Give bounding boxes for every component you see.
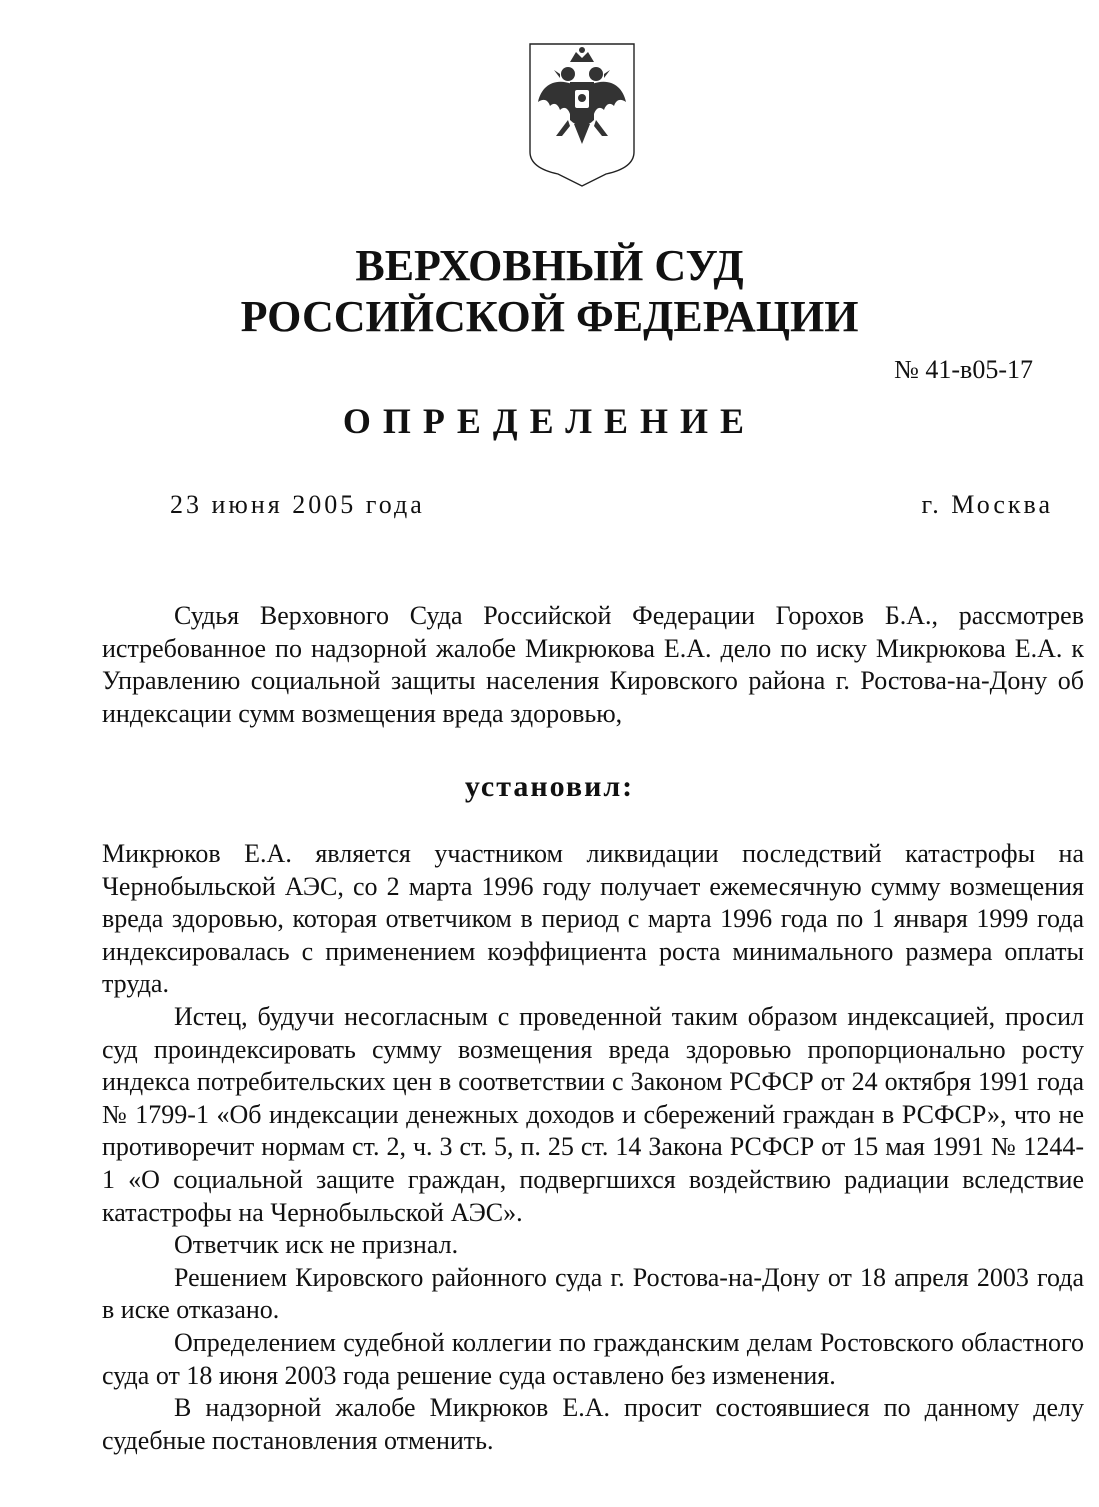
section-heading: установил: [464,770,635,803]
document-date: 23 июня 2005 года [170,490,425,519]
body-paragraph-5: Определением судебной коллегии по гражданским делам Ростовского областного суда от 18 июня 2003 года решение суда оставлено без изменения. [102,1327,1084,1390]
intro-paragraph-block [102,600,1084,730]
document-body [102,838,1084,1457]
case-number: № 41-в05-17 [894,355,1033,384]
coat-of-arms-emblem [526,40,638,190]
body-paragraph-3: Ответчик иск не признал. [174,1230,459,1260]
court-name-line2: РОССИЙСКОЙ ФЕДЕРАЦИИ [240,292,859,341]
court-name-line1: ВЕРХОВНЫЙ СУД [355,241,744,290]
intro-paragraph: Судья Верховного Суда Российской Федерации Горохов Б.А., рассмотрев истребованное по надзорной жалобе Микрюкова Е.А. дело по иску Микрюкова Е.А. к Управлению социальной защиты населения Кировского района г. Ростова-на-Дону об индексации сумм возмещения вреда здоровью, [102,601,1084,728]
body-paragraph-4: Решением Кировского районного суда г. Ростова-на-Дону от 18 апреля 2003 года в иске отказано. [102,1262,1084,1325]
body-paragraph-1: Микрюков Е.А. является участником ликвидации последствий катастрофы на Чернобыльской АЭС, со 2 марта 1996 году получает ежемесячную сумму возмещения вреда здоровью, которая ответчиком в период с марта 1996 года по 1 января 1999 года индексировалась с применением коэффициента роста минимального размера оплаты труда. [102,839,1084,999]
body-paragraph-6: В надзорной жалобе Микрюков Е.А. просит состоявшиеся по данному делу судебные постановления отменить. [102,1393,1084,1455]
document-city: г. Москва [921,490,1053,519]
body-paragraph-2: Истец, будучи несогласным с проведенной таким образом индексацией, просил суд проиндексировать сумму возмещения вреда здоровью пропорционально росту индекса потребительских цен в соответствии с Законом РСФСР от 24 октября 1991 года № 1799-1 «Об индексации денежных доходов и сбережений граждан в РСФСР», что не противоречит нормам ст. 2, ч. 3 ст. 5, п. 25 ст. 14 Закона РСФСР от 15 мая 1991 № 1244-1 «О социальной защите граждан, подвергшихся воздействию радиации вследствие катастрофы на Чернобыльской АЭС». [102,1001,1084,1227]
document-type: ОПРЕДЕЛЕНИЕ [342,401,757,441]
